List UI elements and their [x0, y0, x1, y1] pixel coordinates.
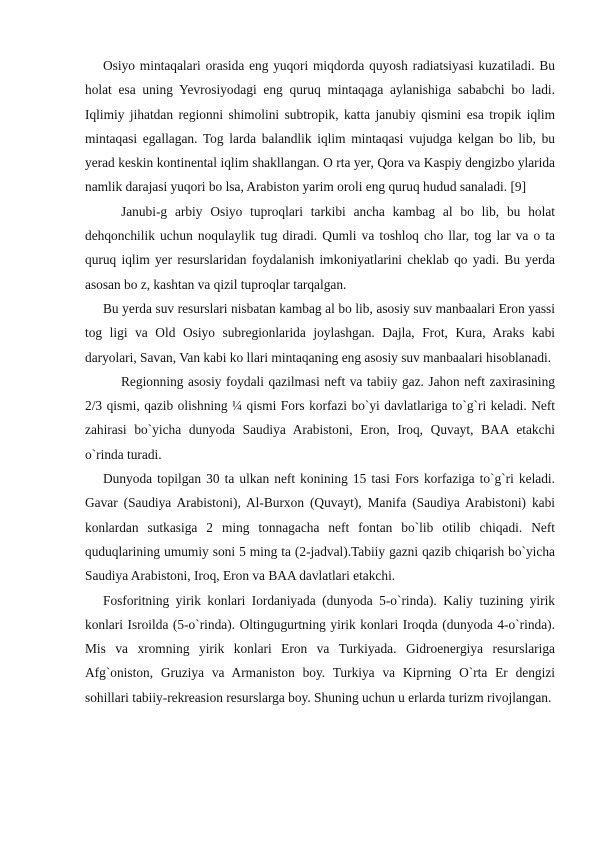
paragraph-oil-gas: Regionning asosiy foydali qazilmasi neft va tabiiy gaz. Jahon neft zaxirasining 2/3 qismi, qazib olishning ¼ qismi Fors korfazi bo`yi davlatlariga to`g`ri keladi. Neft zahirasi bo`yicha dunyoda Saudiya Arabistoni, Eron, Iroq, Quvayt, BAA etakchi o`rinda turadi. — [85, 373, 555, 462]
paragraph-water-resources: Bu yerda suv resurslari nisbatan kambag al bo lib, asosiy suv manbaalari Eron yassi tog ligi va Old Osiyo subregionlarida joylashgan. Dajla, Frot, Kura, Araks kabi daryolari, Savan, Van kabi ko llari mintaqaning eng asosiy suv manbaalari hisoblanadi. — [85, 300, 555, 365]
paragraph-minerals: Fosforitning yirik konlari Iordaniyada (dunyoda 5-o`rinda). Kaliy tuzining yirik konlari Isroilda (5-o`rinda). Oltingugurtning yirik konlari Iroqda (dunyoda 4-o`rinda). Mis va xromning yirik konlari Eron va Turkiyada. Gidroenergiya resurslariga Afg`oniston, Gruziya va Armaniston boy. Turkiya va Kiprning O`rta Er dengizi sohillari tabiiy-rekreasion resurslarga boy. Shuning uchun u erlarda turizm rivojlangan. — [85, 592, 555, 705]
paragraph-soils: Janubi-g arbiy Osiyo tuproqlari tarkibi ancha kambag al bo lib, bu holat dehqonchilik uchun noqulaylik tug diradi. Qumli va toshloq cho llar, tog lar va o ta quruq iqlim yer resurslaridan foydalanish imkoniyatlarini cheklab qo yadi. Bu yerda asosan bo z, kashtan va qizil tuproqlar tarqalgan. — [85, 203, 555, 292]
paragraph-climate: Osiyo mintaqalari orasida eng yuqori miqdorda quyosh radiatsiyasi kuzatiladi. Bu holat esa uning Yevrosiyodagi eng quruq mintaqaga aylanishiga sababchi bo ladi. Iqlimiy jihatdan regionni shimolini subtropik, katta janubiy qismini esa tropik iqlim mintaqasi egallagan. Tog larda balandlik iqlim mintaqasi vujudga kelgan bo lib, bu yerad keskin kontinental iqlim shakllangan. O rta yer, Qora va Kaspiy dengizbo ylarida namlik darajasi yuqori bo lsa, Arabiston yarim oroli eng quruq hudud sanaladi. [9] — [85, 58, 555, 195]
document-page — [85, 54, 555, 710]
paragraph-oil-fields: Dunyoda topilgan 30 ta ulkan neft konining 15 tasi Fors korfaziga to`g`ri keladi. Gavar (Saudiya Arabistoni), Al-Burxon (Quvayt), Manifa (Saudiya Arabistoni) kabi konlardan sutkasiga 2 ming tonnagacha neft fontan bo`lib otilib chiqadi. Neft quduqlarining umumiy soni 5 ming ta (2-jadval).Tabiiy gazni qazib chiqarish bo`yicha Saudiya Arabistoni, Iroq, Eron va BAA davlatlari etakchi. — [85, 471, 555, 584]
